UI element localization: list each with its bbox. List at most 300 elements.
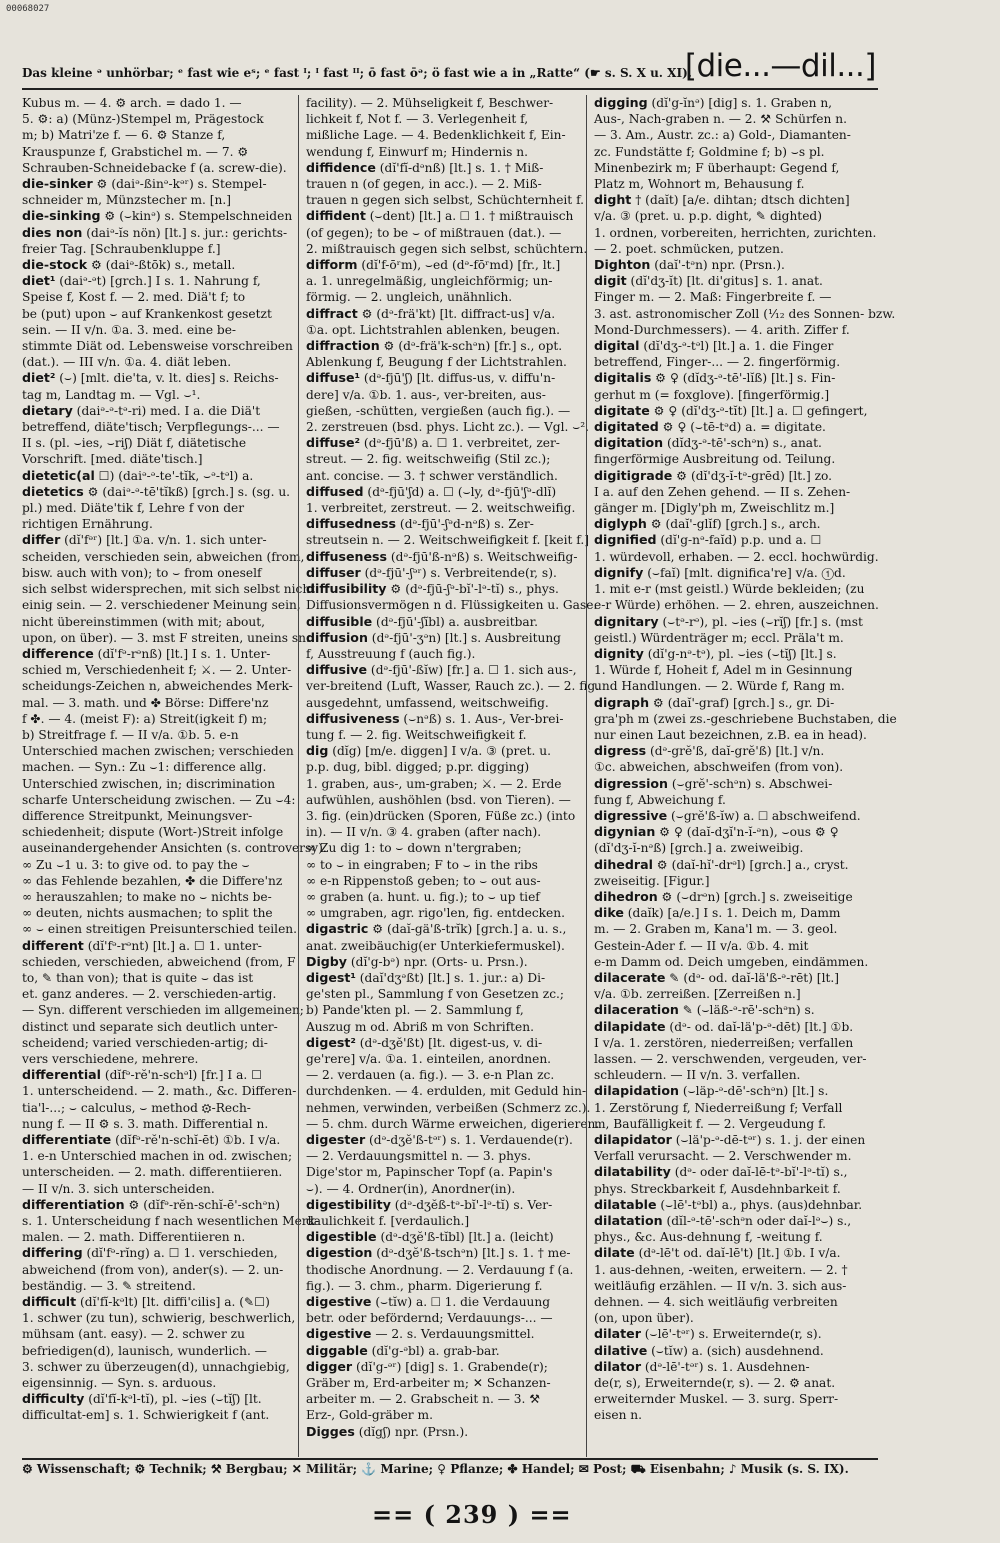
entry-line	[22, 759, 292, 775]
entry-line	[594, 678, 864, 694]
entry-text: ⚙ (dĭfᵊ-rĕn-schĭ-ē'-schᵊn)	[124, 1197, 280, 1212]
entry-text: 1. e-n Unterschied machen in od. zwischen;	[22, 1149, 293, 1164]
entry-line	[306, 1181, 576, 1197]
entry-line	[22, 403, 292, 419]
entry-text: (dĭl-ᵊ-tē'-schᵊn oder daĭ-lᵊ⌣) s.,	[662, 1214, 852, 1229]
headword: differ	[22, 532, 61, 548]
entry-line	[594, 289, 864, 305]
entry-text: ✎ (dᵊ- od. daĭ-lä'ß-ᵊ-rēt) [lt.]	[665, 970, 839, 985]
entry-line	[306, 565, 576, 581]
entry-text: 1. schwer (zu tun), schwierig, beschwerlich,	[22, 1311, 296, 1326]
headword: dilatability	[594, 1164, 671, 1180]
entry-line	[22, 873, 292, 889]
entry-line	[306, 289, 576, 305]
entry-line	[594, 1245, 864, 1261]
headword: dietetic(al	[22, 467, 95, 483]
entry-text: Platz m, Wohnort m, Behausung f.	[594, 177, 805, 192]
entry-line	[22, 451, 292, 467]
entry-text: betr. oder befördernd; Verdauungs-... —	[306, 1311, 553, 1326]
entry-line	[594, 451, 864, 467]
entry-line	[22, 630, 310, 646]
entry-line	[594, 921, 864, 937]
entry-line	[306, 370, 576, 386]
entry-text: Gestein-Ader f. — II v/a. ①b. 4. mit	[594, 938, 809, 953]
entry-line	[22, 1132, 292, 1148]
entry-text: ⚙ (dĭ'dʒ-ĭ-tᵊ-grēd) [lt.] zo.	[672, 468, 833, 483]
entry-line	[594, 743, 864, 759]
entry-line	[594, 225, 877, 241]
entry-text: ∞ herauszahlen; to make no ⌣ nichts be-	[22, 889, 272, 904]
entry-text: (dᵊ-lē't od. daĭ-lē't) [lt.] ①b. I v/a.	[634, 1246, 841, 1261]
entry-line	[306, 468, 576, 484]
entry-line	[22, 776, 292, 792]
entry-text: (dĭg) [m/e. diggen] I v/a. ③ (pret. u.	[328, 744, 551, 759]
entry-text: distinct und separate sich deutlich unter-	[22, 1019, 278, 1034]
entry-text: förmig. — 2. ungleich, unähnlich.	[306, 290, 513, 305]
headword: dihedral	[594, 856, 653, 872]
entry-text: (dᵊ-dʒĕ'ßt) [lt. digest-us, v. di-	[355, 1035, 543, 1050]
entry-text: (⌣lä'p-ᵊ-dē-tᵊʳ) s. 1. j. der einen	[671, 1133, 866, 1147]
entry-line	[594, 419, 864, 435]
entry-text: sich selbst widersprechen, mit sich selbst nicht	[22, 582, 316, 597]
entry-text: Krauspunze f, Grabstichel m. — 7. ⚙	[22, 144, 249, 159]
entry-text: 2. zerstreuen (bsd. phys. Licht zc.). — Vgl. ⌣².	[306, 420, 589, 435]
entry-text: ⚙ (dᵊ-frä'kt) [lt. diffract-us] v/a.	[357, 306, 556, 321]
entry-text: Vorschrift. [med. diäte'tisch.]	[22, 452, 203, 467]
entry-line	[306, 840, 576, 856]
headword: die-stock	[22, 257, 88, 273]
entry-text: (dĭ'g-bᵊ) npr. (Orts- u. Prsn.).	[347, 954, 528, 969]
entry-line	[594, 1148, 864, 1164]
headword: diet²	[22, 370, 56, 386]
entry-line	[594, 776, 864, 792]
entry-line	[594, 435, 864, 451]
entry-text: (dᵊ-fjū'-ʒᵊn) [lt.] s. Ausbreitung	[367, 630, 561, 645]
entry-line	[22, 808, 292, 824]
entry-line	[306, 500, 576, 516]
entry-line	[594, 727, 867, 743]
entry-line	[594, 808, 864, 824]
entry-line	[594, 1213, 864, 1229]
entry-line	[306, 1164, 576, 1180]
entry-text: ⚙ (daiᵊ-ᵊ-tē'tĭkß) [grch.] s. (sg. u.	[83, 484, 291, 499]
entry-text: ∞ graben (a. hunt. u. fig.); to ⌣ up tief	[306, 889, 540, 904]
entry-line	[594, 1181, 864, 1197]
entry-line	[306, 306, 576, 322]
headword: digitigrade	[594, 467, 673, 483]
entry-text: f, Ausstreuung f (auch fig.).	[306, 646, 476, 661]
entry-text: Ablenkung f, Beugung f der Lichtstrahlen.	[306, 355, 567, 370]
entry-line	[594, 500, 864, 516]
entry-text: eisen n.	[594, 1408, 643, 1423]
headword: diffraction	[306, 338, 380, 354]
symbol-key: ⚙ Wissenschaft; ⚙ Technik; ⚒ Bergbau; ✕ Militär; ⚓ Marine; ♀ Pflanze; ✤ Handel; ✉ Post; ⛟ Eisenbahn; ♪ Musik (s. S. IX).	[22, 1462, 849, 1476]
headword: differing	[22, 1245, 83, 1261]
entry-line	[594, 176, 864, 192]
entry-text: ⚙ (daiᵊ-ßtōk) s., metall.	[87, 258, 236, 273]
entry-text: (dĭ'fᵊ-rĭng) a. ☐ 1. verschieden,	[82, 1246, 278, 1261]
entry-line	[594, 1132, 864, 1148]
entry-text: (dĭ'dʒ-ᵊ-tᵊl) [lt.] a. 1. die Finger	[639, 339, 834, 354]
entry-text: nehmen, verwinden, verbeißen (Schmerz zc.).	[306, 1100, 591, 1115]
entry-line	[594, 273, 864, 289]
entry-line	[594, 354, 864, 370]
entry-text: Verfall verursacht. — 2. Verschwender m.	[594, 1149, 852, 1164]
entry-line	[594, 516, 864, 532]
entry-line	[306, 403, 576, 419]
headword: dilative	[594, 1342, 648, 1358]
entry-text: — 2. poet. schmücken, putzen.	[594, 241, 784, 256]
entry-text: zweiseitig. [Figur.]	[594, 873, 710, 888]
headword: differentiate	[22, 1132, 112, 1147]
entry-text: ☐) (daiᵊ-ᵊ-te'-tĭk, ⌣ᵊ-tᵊl) a.	[94, 468, 254, 483]
entry-line	[306, 111, 576, 127]
entry-text: und Handlungen. — 2. Würde f, Rang m.	[594, 679, 845, 694]
entry-text: (dᵊ-fjū'-ßĭw) [fr.] a. ☐ 1. sich aus-,	[367, 663, 577, 678]
entry-line	[594, 387, 864, 403]
entry-line	[594, 111, 864, 127]
entry-text: nung f. — II ⚙ s. 3. math. Differential n.	[22, 1116, 269, 1131]
entry-text: ⚙ ♀ (⌣tē-tᵊd) a. = digitate.	[658, 420, 826, 435]
entry-line	[306, 1148, 576, 1164]
entry-text: schieden, verschieden, abweichend (from, F	[22, 954, 296, 969]
entry-text: — II v/n. 3. sich unterscheiden.	[22, 1181, 215, 1196]
entry-line	[306, 1229, 576, 1245]
entry-text: (daiᵊ-ᵊt) [grch.] I s. 1. Nahrung f,	[55, 274, 261, 289]
entry-line	[306, 857, 576, 873]
entry-text: streutsein n. — 2. Weitschweifigkeit f. [keit f.]	[306, 533, 589, 548]
entry-line	[594, 144, 864, 160]
entry-line	[306, 1197, 576, 1213]
headword: digging	[594, 95, 648, 110]
entry-text: ①c. abweichen, abschweifen (from von).	[594, 760, 844, 775]
entry-line	[22, 95, 292, 111]
entry-text: malen. — 2. math. Differentiieren n.	[22, 1230, 246, 1245]
entry-line	[306, 1278, 576, 1294]
entry-text: (⌣faĭ) [mlt. dignifica're] v/a. ①d.	[643, 565, 846, 580]
entry-line	[594, 873, 864, 889]
entry-line	[22, 208, 292, 224]
entry-line	[22, 614, 292, 630]
entry-line	[22, 1245, 292, 1261]
entry-text: (⌣grĕ'-schᵊn) s. Abschwei-	[668, 776, 833, 791]
entry-text: (⌣lē'-tᵊʳ) s. Erweiternde(r, s).	[640, 1327, 822, 1342]
entry-text: ⚙ ♀ (dĭdʒ-ᵊ-tē'-lĭß) [lt.] s. Fin-	[651, 371, 836, 386]
entry-line	[594, 711, 897, 727]
entry-text: (daĭk) [a/e.] I s. 1. Deich m, Damm	[623, 906, 841, 921]
entry-line	[22, 889, 292, 905]
headword: dilapidation	[594, 1083, 679, 1099]
entry-line	[594, 1407, 864, 1423]
entry-line	[22, 857, 292, 873]
entry-line	[22, 1310, 296, 1326]
entry-text: b) Streitfrage f. — II v/a. ①b. 5. e-n	[22, 727, 239, 742]
footer-rule	[22, 1458, 878, 1460]
entry-line	[306, 1067, 576, 1083]
entry-text: 3. fig. (ein)drücken (Sporen, Füße zc.) (into	[306, 808, 576, 823]
entry-text: ⚙ (⌣kinᵊ) s. Stempelschneiden	[100, 209, 293, 224]
entry-line	[22, 111, 292, 127]
entry-line	[22, 484, 292, 500]
headword: diffusive	[306, 662, 368, 678]
headword: Digges	[306, 1423, 355, 1439]
headword: dignitary	[594, 613, 659, 629]
headword: digraph	[594, 694, 650, 710]
entry-text: (dᵊ- oder daĭ-lē-tᵊ-bĭ'-lᵊ-tĭ) s.,	[670, 1165, 848, 1180]
entry-line	[22, 127, 292, 143]
entry-text: Erz-, Gold-gräber m.	[306, 1408, 433, 1423]
entry-text: machen. — Syn.: Zu ⌣1: difference allg.	[22, 760, 267, 775]
entry-text: (daiᵊ-ĭs nön) [lt.] s. jur.: gerichts-	[82, 225, 288, 240]
entry-line	[306, 1245, 576, 1261]
entry-line	[22, 646, 292, 662]
entry-text: ⚙ (daiᵊ-ßinᵊ-kᵊʳ) s. Stempel-	[92, 177, 267, 192]
entry-text: 1. aus-dehnen, -weiten, erweitern. — 2. †	[594, 1262, 848, 1277]
entry-line	[22, 1229, 292, 1245]
entry-text: (dĭ'fᵊʳ) [lt.] ①a. v/n. 1. sich unter-	[60, 533, 267, 548]
entry-text: tung f. — 2. fig. Weitschweifigkeit f.	[306, 727, 527, 742]
entry-text: — 5. chm. durch Wärme erweichen, digerieren.	[306, 1116, 600, 1131]
entry-text: schied m, Verschiedenheit f; ⚔. — 2. Unter-	[22, 663, 292, 678]
headword: dilate	[594, 1245, 635, 1261]
entry-text: 1. würdevoll, erhaben. — 2. eccl. hochwürdig.	[594, 549, 879, 564]
entry-text: difference Streitpunkt, Meinungsver-	[22, 808, 253, 823]
entry-line	[22, 1067, 292, 1083]
headword: dilater	[594, 1326, 641, 1342]
entry-line	[22, 1407, 292, 1423]
entry-line	[22, 565, 292, 581]
entry-text: difficultat-em] s. 1. Schwierigkeit f (ant.	[22, 1408, 270, 1423]
entry-text: schleudern. — II v/n. 3. verfallen.	[594, 1068, 801, 1083]
entry-text: (dĭ'f-ōʳm), ⌣ed (dᵊ-fōʳmd) [fr., lt.]	[357, 258, 561, 273]
headword: digression	[594, 775, 669, 791]
entry-line	[22, 921, 298, 937]
entry-text: f ✤. — 4. (meist F): a) Streit(igkeit f) m;	[22, 711, 268, 726]
entry-line	[22, 1100, 292, 1116]
entry-line	[22, 1051, 292, 1067]
entry-line	[594, 257, 864, 273]
entry-text: — 2. Verdauungsmittel n. — 3. phys.	[306, 1149, 532, 1164]
entry-line	[594, 1326, 864, 1342]
entry-text: 1. unterscheidend. — 2. math., &c. Differen-	[22, 1084, 297, 1099]
entry-text: m; b) Matri'ze f. — 6. ⚙ Stanze f,	[22, 128, 226, 143]
entry-text: streut. — 2. fig. weitschweifig (Stil zc.);	[306, 452, 551, 467]
entry-line	[306, 1424, 576, 1440]
entry-text: befriedigen(d), launisch, wunderlich. —	[22, 1343, 267, 1358]
entry-text: Auszug m od. Abriß m von Schriften.	[306, 1019, 534, 1034]
entry-text: (dĭ'dʒ-ĭ-nᵊß) [grch.] a. zweiweibig.	[594, 841, 804, 856]
entry-line	[22, 1375, 292, 1391]
entry-line	[306, 1343, 576, 1359]
entry-text: (dĭ'fĭ-dᵊnß) [lt.] s. 1. † Miß-	[375, 160, 544, 175]
entry-line	[22, 1294, 292, 1310]
entry-line	[22, 289, 292, 305]
entry-line	[22, 743, 292, 759]
entry-line	[22, 662, 292, 678]
entry-line	[306, 646, 576, 662]
entry-line	[22, 338, 292, 354]
entry-text: ⚙ (dᵊ-frä'k-schᵊn) [fr.] s., opt.	[379, 339, 563, 354]
headword: dike	[594, 905, 624, 921]
headword: dilapidator	[594, 1132, 672, 1147]
entry-text: (dᵊ-lē'-tᵊʳ) s. 1. Ausdehnen-	[641, 1359, 810, 1374]
entry-text: phys. Streckbarkeit f, Ausdehnbarkeit f.	[594, 1181, 841, 1196]
column-3	[594, 95, 897, 1457]
entry-text: v/a. ③ (pret. u. p.p. dight, ✎ dighted)	[594, 209, 822, 224]
entry-line	[22, 1148, 292, 1164]
entry-text: (daĭ'dʒᵊßt) [lt.] s. 1. jur.: a) Di-	[355, 970, 546, 985]
entry-line	[594, 322, 864, 338]
headword: dilator	[594, 1358, 642, 1374]
entry-line	[306, 484, 576, 500]
entry-text: et. ganz anderes. — 2. verschieden-artig.	[22, 987, 277, 1002]
entry-text: fung f, Abweichung f.	[594, 792, 726, 807]
entry-line	[594, 127, 864, 143]
entry-line	[22, 1181, 292, 1197]
entry-line	[594, 1375, 864, 1391]
entry-line	[594, 646, 864, 662]
headword: diffusion	[306, 629, 368, 645]
headword: diglyph	[594, 516, 647, 532]
entry-line	[22, 549, 305, 565]
headword: digestible	[306, 1229, 377, 1245]
headword: die-sinking	[22, 208, 101, 224]
headword: digit	[594, 273, 627, 289]
entry-line	[594, 306, 896, 322]
headword: different	[22, 937, 84, 953]
entry-text: ⚙ (dᵊ-fjū-ʃᵊ-bĭ'-lᵊ-tĭ) s., phys.	[386, 582, 559, 597]
entry-text: (dĭ'g-ᵊbl) a. grab-bar.	[367, 1343, 500, 1358]
entry-text: ⚙ (daĭ'-glĭf) [grch.] s., arch.	[646, 517, 821, 532]
entry-line	[306, 1132, 576, 1148]
entry-text: ant. concise. — 3. † schwer verständlich.	[306, 468, 558, 483]
headword: differentiation	[22, 1196, 125, 1212]
entry-text: ∞ deuten, nichts ausmachen; to split the	[22, 906, 273, 921]
entry-line	[22, 500, 292, 516]
entry-line	[306, 1116, 600, 1132]
entry-line	[594, 208, 864, 224]
entry-text: ∞ das Fehlende bezahlen, ✤ die Differe'nz	[22, 873, 283, 888]
entry-text: 3. schwer zu überzeugen(d), unnachgiebig,	[22, 1359, 290, 1374]
headword: digest¹	[306, 969, 356, 985]
entry-text: p.p. dug, bibl. digged; p.pr. digging)	[306, 760, 530, 775]
headword: diet¹	[22, 273, 56, 289]
entry-line	[22, 192, 292, 208]
headword: digitated	[594, 419, 659, 435]
headword: diffract	[306, 305, 358, 321]
entry-line	[594, 160, 864, 176]
column-divider	[298, 95, 299, 1457]
headword: difference	[22, 645, 94, 661]
entry-line	[306, 873, 576, 889]
entry-line	[306, 824, 576, 840]
entry-line	[594, 1067, 864, 1083]
entry-line	[594, 370, 864, 386]
entry-line	[22, 1278, 292, 1294]
entry-line	[594, 824, 864, 840]
headword: digitate	[594, 402, 650, 418]
entry-line	[306, 208, 576, 224]
entry-line	[22, 144, 292, 160]
headword: digital	[594, 338, 640, 354]
entry-text: (dat.). — III v/n. ①a. 4. diät leben.	[22, 355, 232, 370]
entry-text: (dᵊ-grĕ'ß, daĭ-grĕ'ß) [lt.] v/n.	[646, 744, 825, 759]
entry-text: Gräber m, Erd-arbeiter m; ✕ Schanzen-	[306, 1376, 551, 1391]
entry-text: geistl.) Würdenträger m; eccl. Präla't m.	[594, 630, 844, 645]
headword: digastric	[306, 921, 369, 937]
entry-line	[306, 630, 576, 646]
entry-text: betreffend, diäte'tisch; Verpflegungs-... —	[22, 420, 280, 435]
entry-line	[306, 532, 589, 548]
entry-text: 1. mit e-r (mst geistl.) Würde bekleiden; (zu	[594, 582, 865, 597]
entry-line	[594, 938, 864, 954]
entry-text: (dĭfᵊ-rĕ'n-schĭ-ēt) ①b. I v/a.	[111, 1133, 281, 1147]
entry-line	[594, 857, 864, 873]
entry-line	[594, 695, 864, 711]
entry-line	[306, 257, 576, 273]
entry-line	[22, 160, 292, 176]
column-divider	[586, 95, 587, 1457]
entry-text: tia'l-...; ⌣ calculus, ⌣ method ⚙-Rech-	[22, 1100, 251, 1115]
entry-text: — 2. verdauen (a. fig.). — 3. e-n Plan zc.	[306, 1068, 555, 1083]
entry-text: ⚙ (daĭ-hĭ'-drᵊl) [grch.] a., cryst.	[652, 857, 849, 872]
headword: differential	[22, 1067, 101, 1083]
entry-text: zc. Fundstätte f; Goldmine f; b) ⌣s pl.	[594, 144, 825, 159]
entry-text: daulichkeit f. [verdaulich.]	[306, 1214, 470, 1229]
entry-text: be (put) upon ⌣ auf Krankenkost gesetzt	[22, 306, 272, 321]
entry-line	[306, 1407, 576, 1423]
entry-line	[306, 921, 576, 937]
entry-line	[22, 1262, 292, 1278]
entry-line	[306, 419, 589, 435]
entry-line	[22, 1197, 292, 1213]
entry-text: (dᵊ-fjū'ʃ) [lt. diffus-us, v. diffu'n-	[360, 371, 556, 386]
entry-line	[594, 1019, 864, 1035]
entry-line	[594, 484, 864, 500]
entry-line	[306, 662, 576, 678]
headword: digressive	[594, 807, 668, 823]
entry-text: Minenbezirk m; F überhaupt: Gegend f,	[594, 160, 840, 175]
entry-text: ver-breitend (Luft, Wasser, Rauch zc.). — 2. fig.	[306, 679, 600, 694]
entry-line	[306, 954, 576, 970]
headword: digress	[594, 743, 647, 759]
entry-line	[22, 597, 301, 613]
headword: diffused	[306, 483, 364, 499]
entry-text: ✎ (⌣läß-ᵊ-rē'-schᵊn) s.	[678, 1003, 815, 1018]
entry-line	[594, 1262, 864, 1278]
entry-text: freier Tag. [Schraubenkluppe f.]	[22, 241, 221, 256]
entry-line	[594, 192, 864, 208]
headword: dignified	[594, 532, 657, 548]
entry-line	[22, 176, 292, 192]
entry-text: aufwühlen, aushöhlen (bsd. von Tieren). —	[306, 792, 571, 807]
entry-text: (dĭ'fᵊ-rᵊnß) [lt.] I s. 1. Unter-	[93, 646, 271, 661]
headword: diggable	[306, 1342, 368, 1358]
entry-line	[22, 1164, 292, 1180]
entry-text: 2. mißtrauisch gegen sich selbst, schüchtern.	[306, 241, 588, 256]
entry-text: (⌣dent) [lt.] a. ☐ 1. † mißtrauisch	[365, 209, 574, 224]
entry-text: (⌣läp-ᵊ-dē'-schᵊn) [lt.] s.	[678, 1084, 829, 1099]
headword: diffidence	[306, 159, 376, 175]
entry-line	[22, 419, 292, 435]
entry-text: weitläufig erzählen. — II v/n. 3. sich aus-	[594, 1278, 847, 1293]
page-range-heading: [die...—dil...]	[684, 48, 876, 84]
entry-text: 1. Würde f, Hoheit f, Adel m in Gesinnung	[594, 663, 853, 678]
entry-text: 1. Zerstörung f, Niederreißung f; Verfall	[594, 1100, 843, 1115]
entry-text: arbeiter m. — 2. Grabscheit n. — 3. ⚒	[306, 1392, 541, 1407]
entry-text: trauen n (of gegen, in acc.). — 2. Miß-	[306, 177, 542, 192]
headword: dietetics	[22, 483, 84, 499]
